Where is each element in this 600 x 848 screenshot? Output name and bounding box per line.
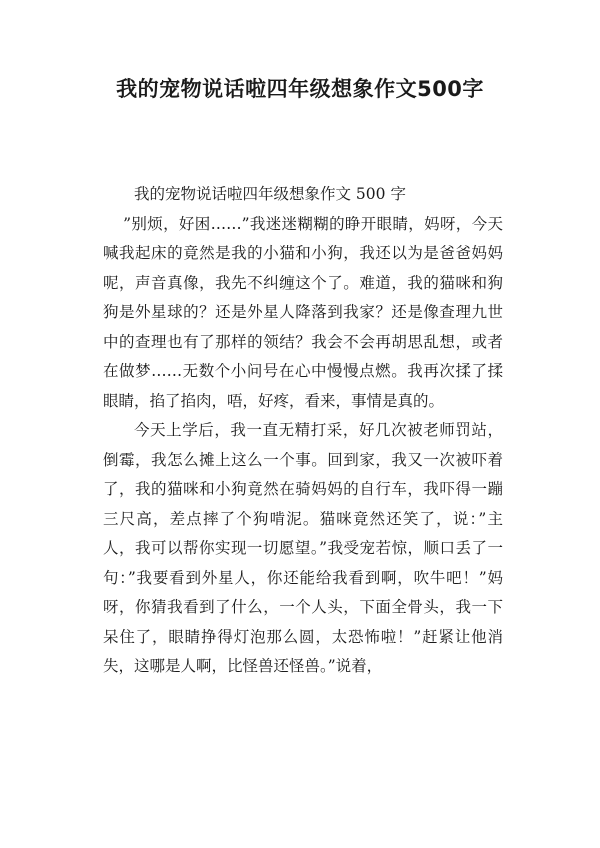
paragraph-2: 今天上学后，我一直无精打采，好几次被老师罚站，倒霉，我怎么摊上这么一个事。回到家，我又一次被吓着了，我的猫咪和小狗竟然在骑妈妈的自行车，我吓得一蹦三尺高，差点摔了个狗啃泥。猫咪竟然还笑了，说：”主人，我可以帮你实现一切愿望。”我受宠若惊，顺口丢了一句：”我要看到外星人，你还能给我看到啊，吹牛吧！”妈呀，你猜我看到了什么，一个人头，下面全骨头，我一下呆住了，眼睛挣得灯泡那么圆，太恐怖啦！”赶紧让他消失，这哪是人啊，比怪兽还怪兽。”说着， xyxy=(103,421,503,675)
document-title: 我的宠物说话啦四年级想象作文500字 xyxy=(116,77,484,101)
paragraph-1: ”别烦，好困……”我迷迷糊糊的睁开眼睛，妈呀，今天喊我起床的竟然是我的小猫和小狗，我还以为是爸爸妈妈呢，声音真像，我先不纠缠这个了。难道，我的猫咪和狗狗是外星球的？还是外星人降落到我家？还是像查理九世中的查理也有了那样的领结？我会不会再胡思乱想，或者在做梦……无数个小问号在心中慢慢点燃。我再次揉了揉眼睛，掐了掐肉，唔，好疼，看来，事情是真的。 xyxy=(103,214,503,410)
document-body xyxy=(103,180,503,682)
paragraph-subtitle: 我的宠物说话啦四年级想象作文 500 字 xyxy=(134,185,406,203)
